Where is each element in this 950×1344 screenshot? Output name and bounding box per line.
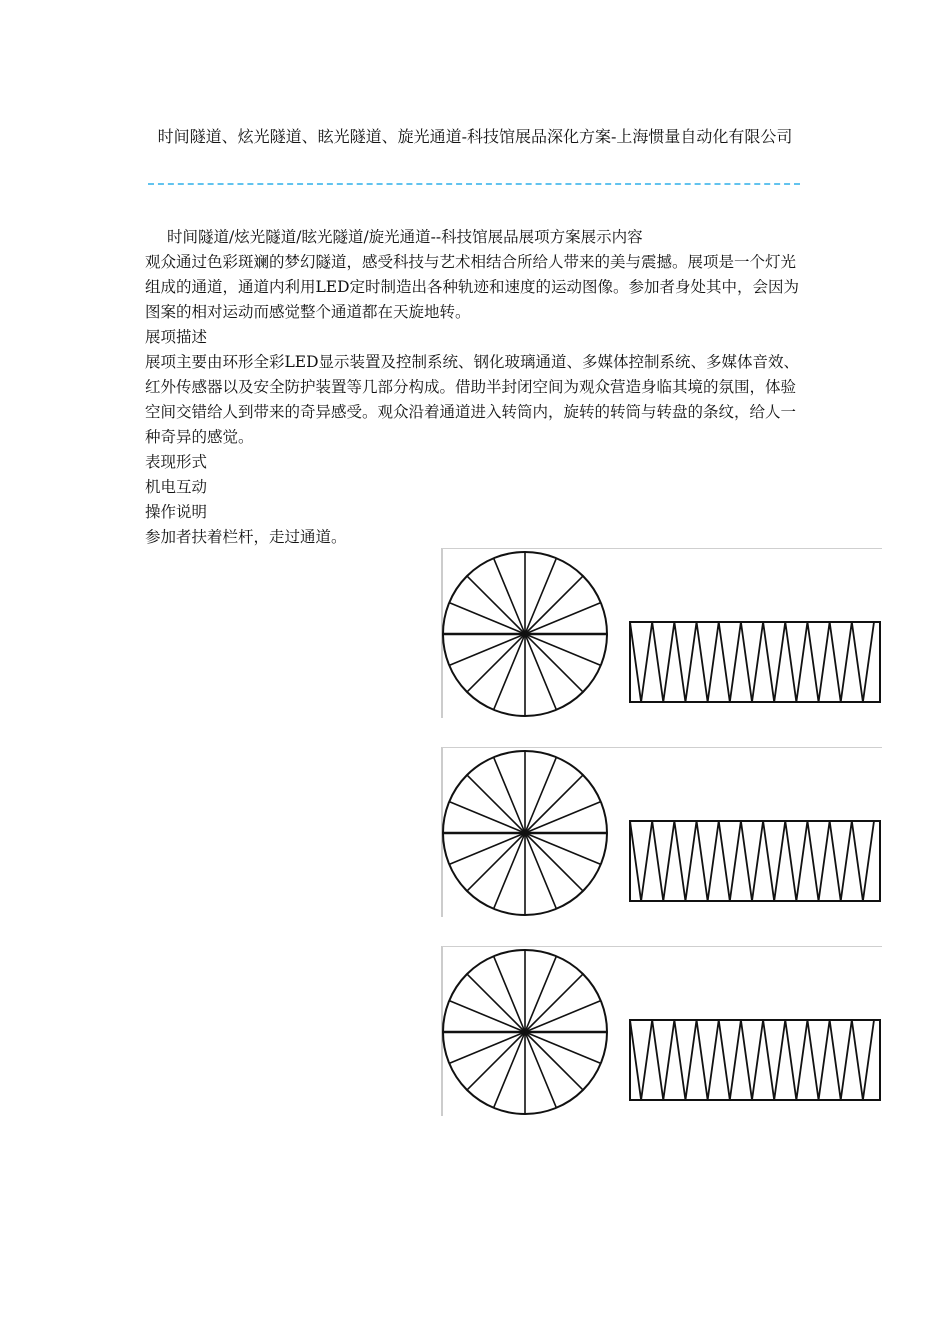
intro-paragraph: 观众通过色彩斑斓的梦幻隧道，感受科技与艺术相结合所给人带来的美与震撼。展项是一个灯光组成的通道，通道内利用LED定时制造出各种轨迹和速度的运动图像。参加者身处其中，会因为图案的相对运动而感觉整个通道都在天旋地转。 xyxy=(145,253,800,321)
heading-form: 表现形式 xyxy=(145,453,208,471)
document-body xyxy=(145,225,807,550)
wheel-pattern-figure-3 xyxy=(440,946,882,1118)
wheel-spoke xyxy=(525,576,583,634)
wheel-pattern-svg xyxy=(440,548,882,720)
wheel-pattern-figure-1 xyxy=(440,548,882,720)
wheel-spoke xyxy=(525,775,583,833)
title-divider xyxy=(148,183,800,185)
heading-description: 展项描述 xyxy=(145,328,208,346)
zigzag-line xyxy=(630,821,874,901)
document-title: 时间隧道、炫光隧道、眩光隧道、旋光通道-科技馆展品深化方案-上海惯量自动化有限公司 xyxy=(157,127,793,146)
document-subtitle: 时间隧道/炫光隧道/眩光隧道/旋光通道--科技馆展品展项方案展示内容 xyxy=(167,228,643,246)
form-value: 机电互动 xyxy=(145,478,208,496)
wheel-spoke xyxy=(467,775,525,833)
zigzag-line xyxy=(630,1020,874,1100)
wheel-spoke xyxy=(467,634,525,692)
operation-paragraph: 参加者扶着栏杆，走过通道。 xyxy=(145,528,347,546)
wheel-spoke xyxy=(467,974,525,1032)
wheel-spoke xyxy=(525,1032,583,1090)
wheel-spoke xyxy=(525,833,583,891)
wheel-spoke xyxy=(467,1032,525,1090)
wheel-spoke xyxy=(467,576,525,634)
zigzag-line xyxy=(630,622,874,702)
wheel-spoke xyxy=(525,974,583,1032)
wheel-spoke xyxy=(525,634,583,692)
wheel-pattern-figure-2 xyxy=(440,747,882,919)
heading-operation: 操作说明 xyxy=(145,503,208,521)
wheel-spoke xyxy=(467,833,525,891)
wheel-pattern-svg xyxy=(440,747,882,919)
description-paragraph: 展项主要由环形全彩LED显示装置及控制系统、钢化玻璃通道、多媒体控制系统、多媒体音效、红外传感器以及安全防护装置等几部分构成。借助半封闭空间为观众营造身临其境的氛围，体验空间交错给人到带来的奇异感受。观众沿着通道进入转筒内，旋转的转筒与转盘的条纹，给人一种奇异的感觉。 xyxy=(145,353,800,446)
wheel-pattern-svg xyxy=(440,946,882,1118)
